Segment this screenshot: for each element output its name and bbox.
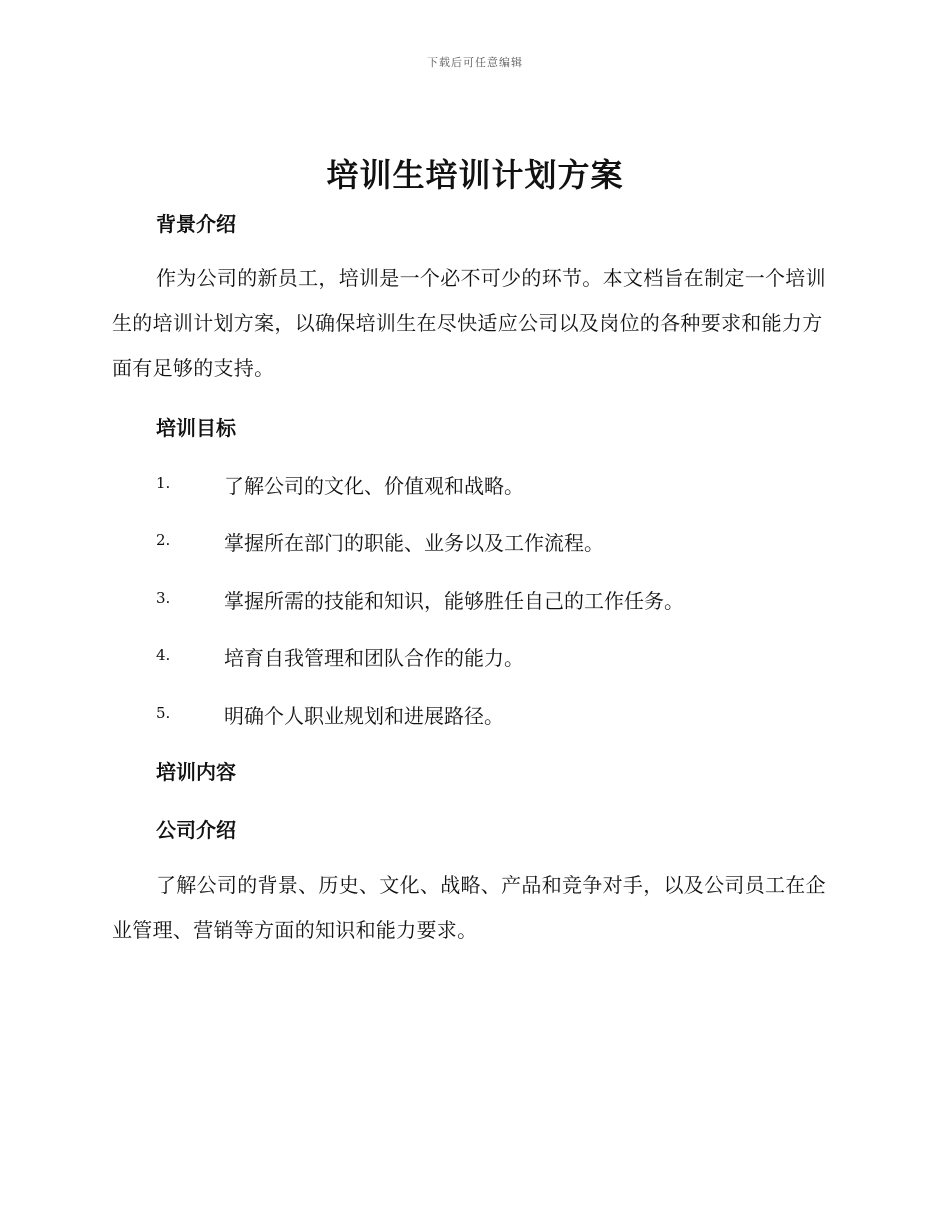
goal-number: 5. xyxy=(156,704,171,722)
goal-text: 掌握所在部门的职能、业务以及工作流程。 xyxy=(224,531,604,555)
section-heading-background: 背景介绍 xyxy=(156,212,236,236)
document-title: 培训生培训计划方案 xyxy=(326,156,624,194)
section-heading-content: 培训内容 xyxy=(156,760,236,784)
company-intro-paragraph: 了解公司的背景、历史、文化、战略、产品和竞争对手，以及公司员工在企业管理、营销等方面的知识和能力要求。 xyxy=(112,873,826,942)
goal-list-item xyxy=(156,527,856,557)
goal-list-item xyxy=(156,585,856,615)
goal-number: 4. xyxy=(156,646,171,664)
section-heading-goals: 培训目标 xyxy=(156,416,236,440)
goal-number: 2. xyxy=(156,531,171,549)
goal-number: 3. xyxy=(156,589,171,607)
background-paragraph: 作为公司的新员工，培训是一个必不可少的环节。本文档旨在制定一个培训生的培训计划方案，以确保培训生在尽快适应公司以及岗位的各种要求和能力方面有足够的支持。 xyxy=(112,266,826,380)
goal-text: 明确个人职业规划和进展路径。 xyxy=(224,704,504,728)
goal-list-item xyxy=(156,642,856,672)
goal-number: 1. xyxy=(156,474,171,492)
goal-text: 培育自我管理和团队合作的能力。 xyxy=(224,646,524,670)
goal-text: 掌握所需的技能和知识，能够胜任自己的工作任务。 xyxy=(224,589,684,613)
goal-list-item xyxy=(156,700,856,730)
page-header-note: 下载后可任意编辑 xyxy=(427,56,523,69)
goal-list-item xyxy=(156,470,856,500)
goal-text: 了解公司的文化、价值观和战略。 xyxy=(224,474,524,498)
section-heading-company-intro: 公司介绍 xyxy=(156,818,236,842)
